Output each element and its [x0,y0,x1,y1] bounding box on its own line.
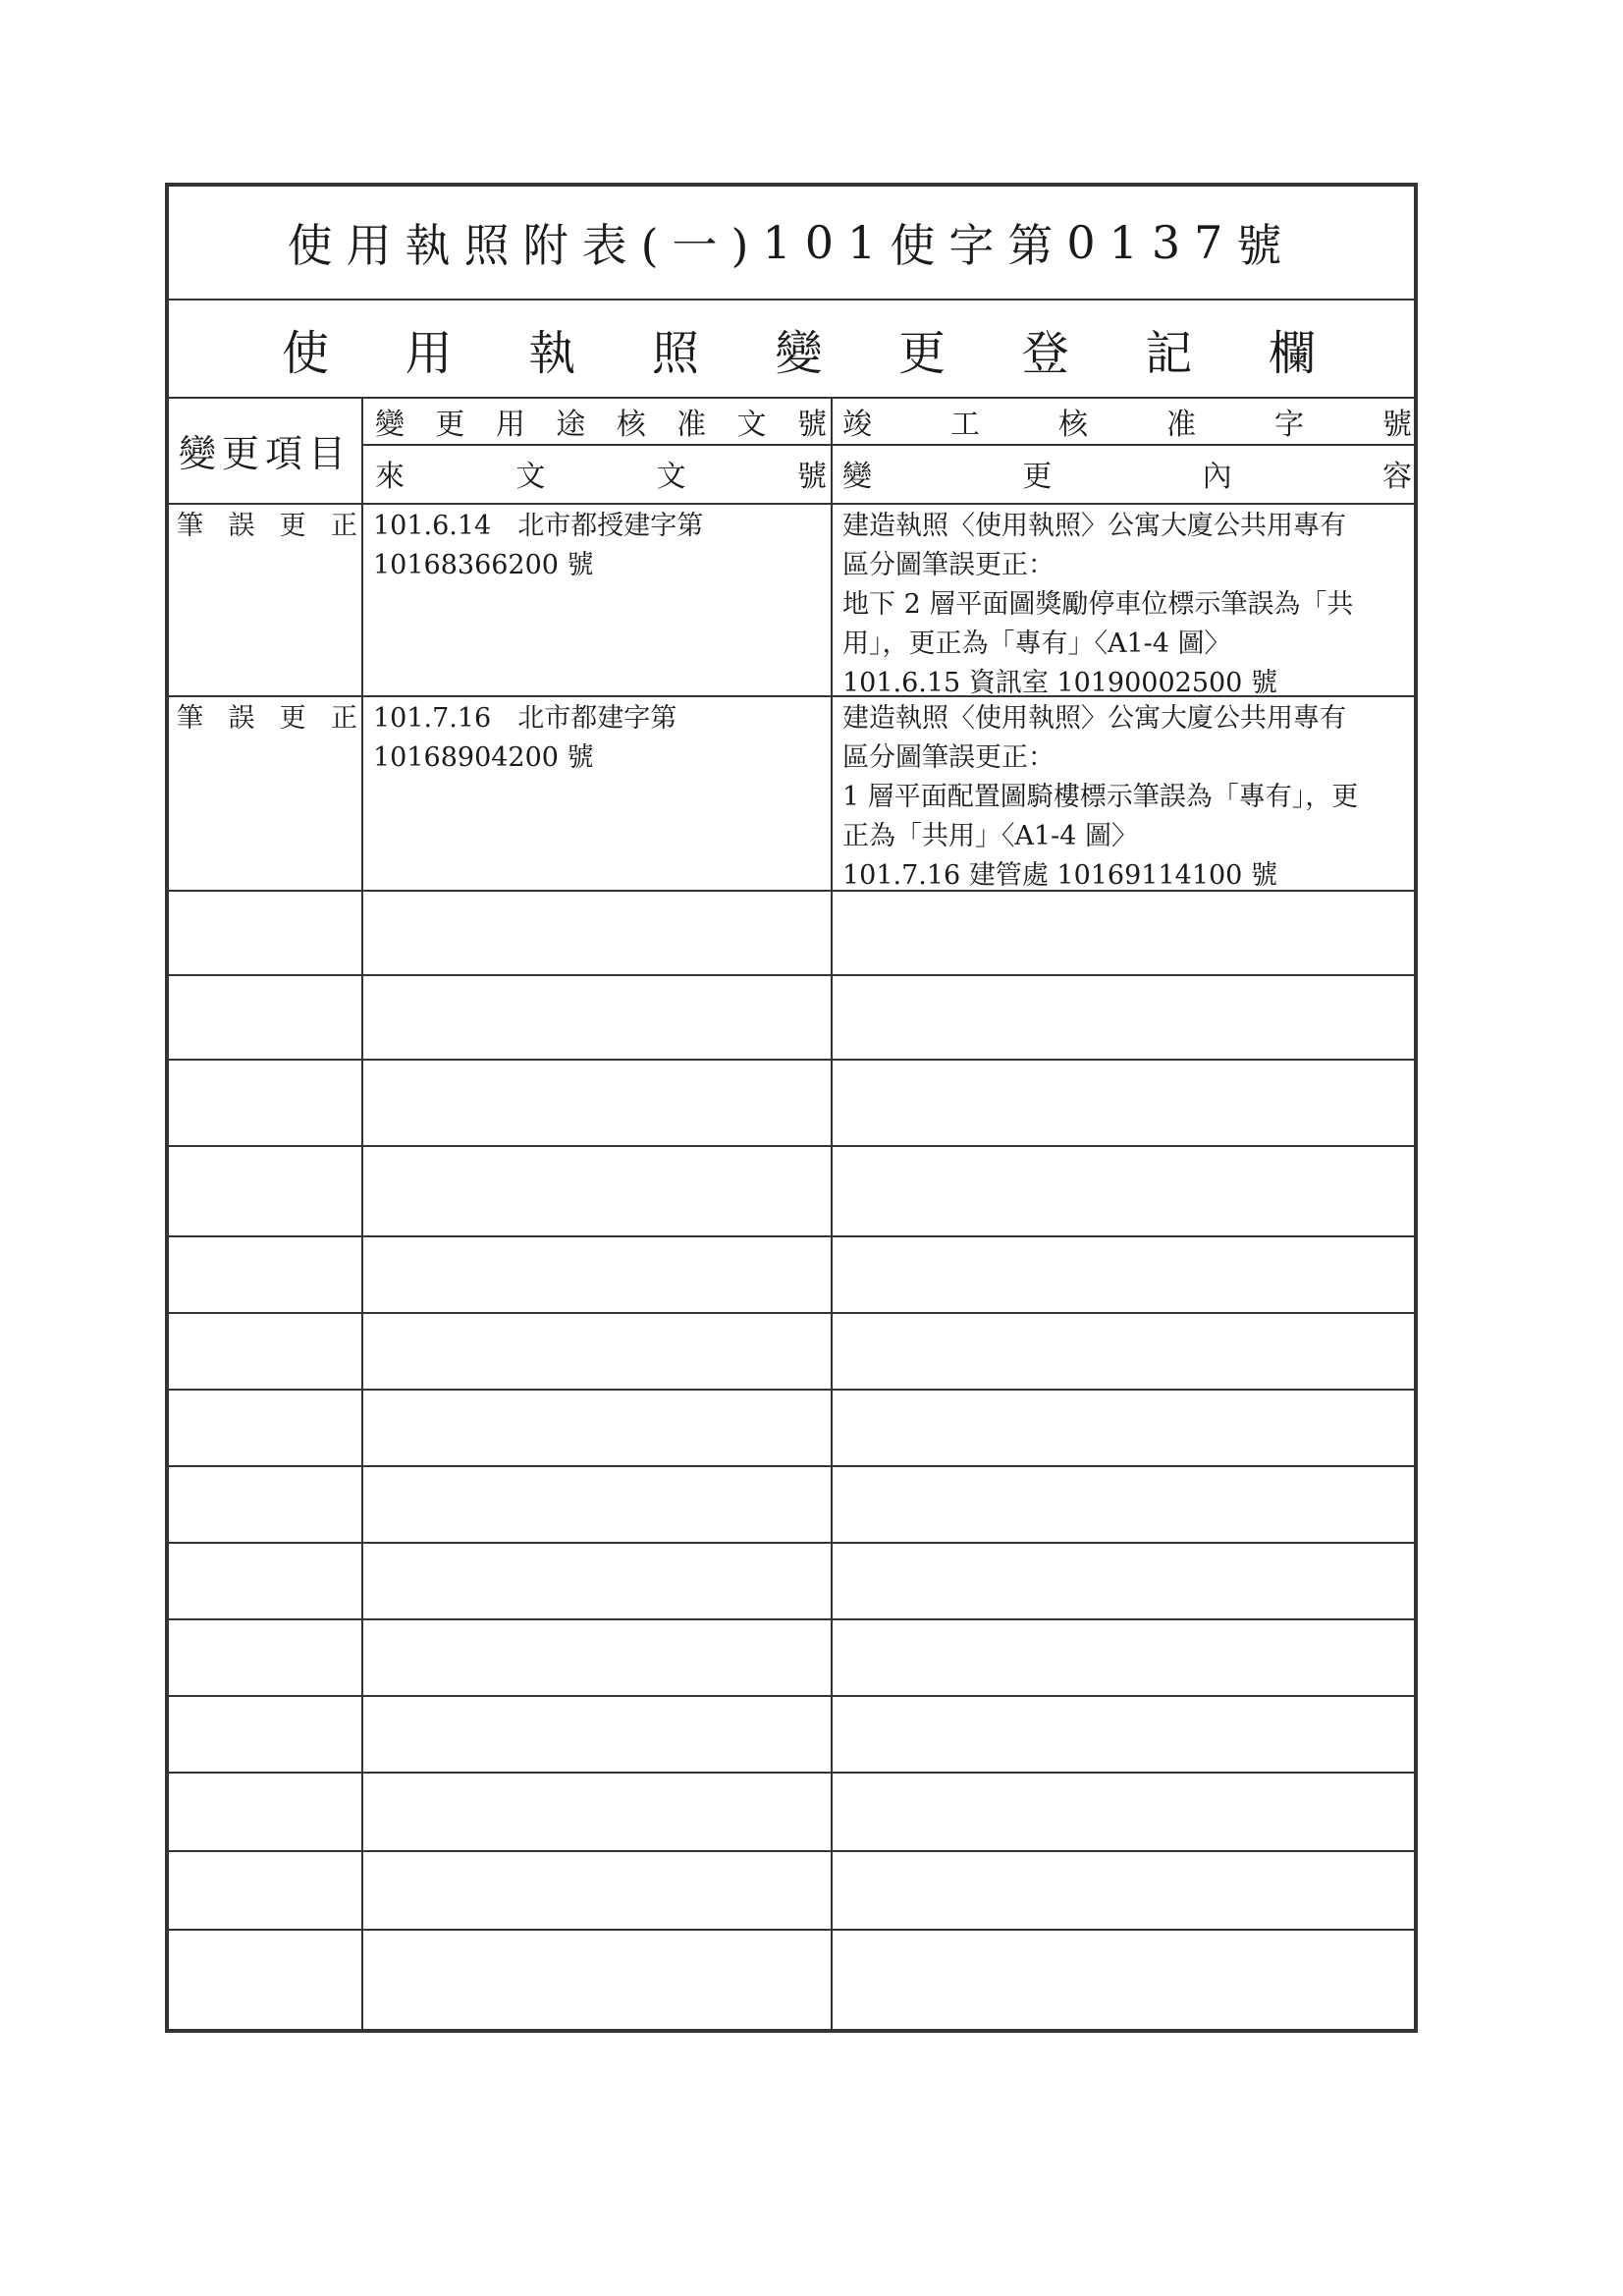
change-content-line: 正為「共用」〈A1-4 圖〉 [842,821,1139,851]
header-completion-approval-no [835,399,1416,444]
header-approval-doc-no [365,399,831,444]
title-part: 號 [1236,219,1296,272]
header-incoming-doc-no [365,446,831,501]
change-content-line: 1 層平面配置圖騎樓標示筆誤為「專有」，更 [842,782,1359,812]
title-part: 執 [405,219,464,272]
header-char: 更 [435,408,465,442]
change-content-cell [835,699,1420,891]
row-divider [169,1145,1414,1147]
header-char: 來 [375,460,405,494]
section-title [169,301,1414,397]
change-content-line: 建造執照〈使用執照〉公寓大廈公共用專有 [842,511,1346,541]
row-divider [169,1929,1414,1931]
header-char: 途 [556,408,586,442]
title-part: 附 [522,219,582,272]
subtitle-char: 更 [898,325,947,381]
change-item-char: 筆 [177,511,203,541]
row-divider [169,974,1414,976]
title-part: (一) [640,219,763,272]
subtitle-char: 欄 [1268,325,1316,381]
change-content-line: 地下 2 層平面圖獎勵停車位標示筆誤為「共 [842,589,1354,620]
doc-number-cell [365,699,831,888]
change-content-line: 區分圖筆誤更正： [842,550,1055,580]
header-change-item: 變更項目 [178,431,352,475]
header-char: 核 [1058,408,1088,442]
row-divider [169,1389,1414,1391]
title-part: 使字第 [890,219,1067,272]
change-item-char: 誤 [228,703,255,734]
row-divider [169,1059,1414,1061]
change-content-line: 用」，更正為「專有」〈A1-4 圖〉 [842,629,1231,659]
subtitle-char: 使 [282,325,330,381]
subtitle-char: 變 [775,325,823,381]
header-char: 准 [676,408,707,442]
doc-number-line: 10168904200 號 [373,742,594,773]
column-divider [831,397,833,2029]
change-content-line: 區分圖筆誤更正： [842,742,1055,773]
row-divider [169,1695,1414,1697]
row-divider [169,1850,1414,1852]
divider [363,444,1414,446]
row-divider [169,1618,1414,1620]
header-char: 更 [1022,460,1053,494]
document-title [169,187,1414,299]
title-part: 照 [463,219,523,272]
header-char: 號 [796,460,827,494]
change-item-cell [169,699,361,738]
divider [169,503,1414,505]
change-item-char: 正 [330,511,357,541]
doc-number-line: 10168366200 號 [373,550,594,580]
header-char: 字 [1274,408,1304,442]
change-item-char: 更 [279,703,306,734]
header-char: 文 [515,460,546,494]
header-char: 變 [375,408,405,442]
header-char: 文 [736,408,767,442]
row-divider [169,1542,1414,1544]
change-content-line: 101.7.16 建管處 10169114100 號 [842,860,1277,891]
change-content-cell [835,507,1420,698]
doc-number-line: 101.7.16 北市都建字第 [373,703,677,734]
usage-permit-change-register [165,183,1418,2033]
header-char: 竣 [842,408,872,442]
header-char: 准 [1166,408,1196,442]
subtitle-char: 登 [1021,325,1069,381]
change-content-line: 101.6.15 資訊室 10190002500 號 [842,668,1277,698]
column-divider [361,397,363,2029]
header-char: 號 [796,408,827,442]
change-item-char: 誤 [228,511,255,541]
row-divider [169,695,1414,697]
change-content-line: 建造執照〈使用執照〉公寓大廈公共用專有 [842,703,1346,734]
doc-number-cell [365,507,831,693]
title-part: 使 [287,219,347,272]
header-char: 容 [1381,460,1412,494]
title-part: 101 [762,216,891,269]
title-part: 0137 [1066,216,1237,269]
header-char: 變 [842,460,872,494]
row-divider [169,890,1414,892]
title-part: 表 [581,219,641,272]
change-item-char: 筆 [177,703,203,734]
change-item-cell [169,507,361,546]
header-char: 用 [495,408,525,442]
header-change-content [835,446,1416,501]
doc-number-line: 101.6.14 北市都授建字第 [373,511,704,541]
row-divider [169,1465,1414,1467]
subtitle-char: 記 [1145,325,1193,381]
change-item-char: 更 [279,511,306,541]
subtitle-char: 照 [651,325,699,381]
header-char: 文 [656,460,686,494]
row-divider [169,1312,1414,1314]
header-char: 核 [616,408,646,442]
subtitle-char: 用 [405,325,453,381]
change-item-char: 正 [330,703,357,734]
subtitle-char: 執 [528,325,576,381]
header-char: 內 [1202,460,1232,494]
row-divider [169,1235,1414,1237]
title-part: 用 [346,219,406,272]
header-char: 工 [950,408,980,442]
header-char: 號 [1382,408,1412,442]
row-divider [169,1772,1414,1774]
